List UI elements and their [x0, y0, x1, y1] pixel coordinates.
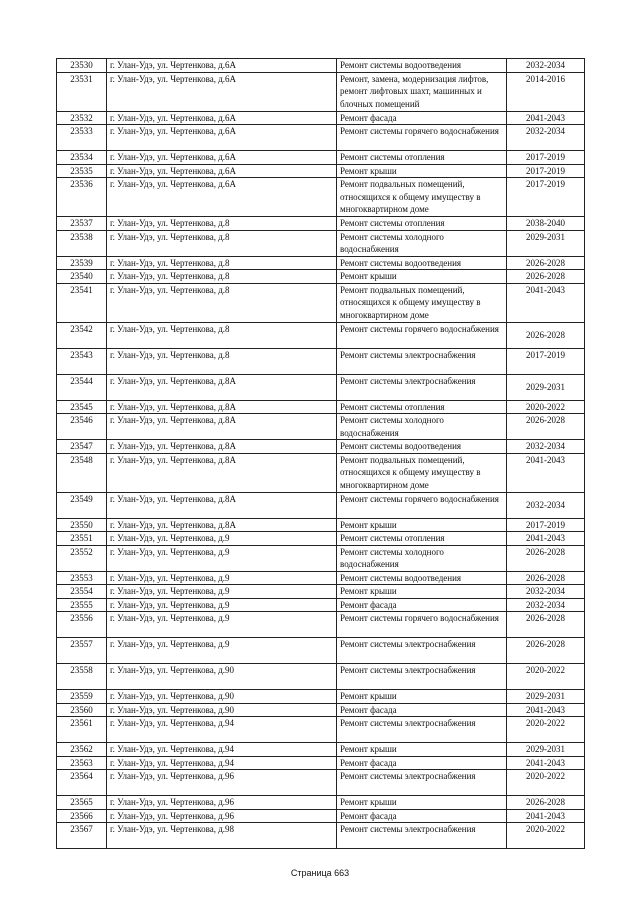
work-type-cell: Ремонт системы отопления: [337, 400, 507, 414]
address-cell: г. Улан-Удэ, ул. Чертенкова, д.8: [107, 348, 337, 374]
table-row: [57, 230, 585, 256]
table-row: [57, 664, 585, 690]
row-number-cell: 23550: [57, 518, 107, 532]
table-row: [57, 770, 585, 796]
table-row: [57, 322, 585, 348]
table-row: [57, 756, 585, 770]
period-cell: 2017-2019: [507, 178, 585, 217]
row-number-cell: 23562: [57, 743, 107, 757]
row-number-cell: 23547: [57, 440, 107, 454]
table-row: [57, 414, 585, 440]
address-cell: г. Улан-Удэ, ул. Чертенкова, д.90: [107, 690, 337, 704]
address-cell: г. Улан-Удэ, ул. Чертенкова, д.98: [107, 823, 337, 849]
work-type-cell: Ремонт системы электроснабжения: [337, 770, 507, 796]
row-number-cell: 23553: [57, 571, 107, 585]
table-row: [57, 717, 585, 743]
work-type-cell: Ремонт фасада: [337, 703, 507, 717]
address-cell: г. Улан-Удэ, ул. Чертенкова, д.8А: [107, 518, 337, 532]
row-number-cell: 23531: [57, 72, 107, 111]
row-number-cell: 23534: [57, 151, 107, 165]
period-cell: 2020-2022: [507, 664, 585, 690]
table-row: [57, 703, 585, 717]
row-number-cell: 23567: [57, 823, 107, 849]
table-row: [57, 518, 585, 532]
work-type-cell: Ремонт системы электроснабжения: [337, 717, 507, 743]
period-cell: 2026-2028: [507, 270, 585, 284]
period-cell: 2026-2028: [507, 256, 585, 270]
work-type-cell: Ремонт подвальных помещений, относящихся к общему имуществу в многоквартирном доме: [337, 453, 507, 492]
address-cell: г. Улан-Удэ, ул. Чертенкова, д.6А: [107, 151, 337, 165]
address-cell: г. Улан-Удэ, ул. Чертенкова, д.6А: [107, 111, 337, 125]
work-type-cell: Ремонт подвальных помещений, относящихся к общему имуществу в многоквартирном доме: [337, 178, 507, 217]
address-cell: г. Улан-Удэ, ул. Чертенкова, д.9: [107, 545, 337, 571]
work-type-cell: Ремонт системы холодного водоснабжения: [337, 545, 507, 571]
work-type-cell: Ремонт фасада: [337, 598, 507, 612]
period-cell: 2041-2043: [507, 283, 585, 322]
row-number-cell: 23537: [57, 217, 107, 231]
address-cell: г. Улан-Удэ, ул. Чертенкова, д.94: [107, 756, 337, 770]
address-cell: г. Улан-Удэ, ул. Чертенкова, д.8А: [107, 374, 337, 400]
row-number-cell: 23566: [57, 809, 107, 823]
period-cell: 2032-2034: [507, 598, 585, 612]
period-cell: 2020-2022: [507, 770, 585, 796]
row-number-cell: 23565: [57, 796, 107, 810]
table-row: [57, 571, 585, 585]
work-type-cell: Ремонт крыши: [337, 796, 507, 810]
address-cell: г. Улан-Удэ, ул. Чертенкова, д.9: [107, 585, 337, 599]
period-cell: 2041-2043: [507, 532, 585, 546]
work-type-cell: Ремонт системы горячего водоснабжения: [337, 612, 507, 638]
row-number-cell: 23549: [57, 492, 107, 518]
address-cell: г. Улан-Удэ, ул. Чертенкова, д.9: [107, 532, 337, 546]
address-cell: г. Улан-Удэ, ул. Чертенкова, д.6А: [107, 59, 337, 73]
period-cell: 2041-2043: [507, 756, 585, 770]
row-number-cell: 23544: [57, 374, 107, 400]
address-cell: г. Улан-Удэ, ул. Чертенкова, д.6А: [107, 125, 337, 151]
row-number-cell: 23539: [57, 256, 107, 270]
work-type-cell: Ремонт системы электроснабжения: [337, 823, 507, 849]
row-number-cell: 23551: [57, 532, 107, 546]
period-cell: 2029-2031: [507, 374, 585, 400]
address-cell: г. Улан-Удэ, ул. Чертенкова, д.8: [107, 322, 337, 348]
row-number-cell: 23530: [57, 59, 107, 73]
row-number-cell: 23564: [57, 770, 107, 796]
table-row: [57, 59, 585, 73]
work-type-cell: Ремонт системы горячего водоснабжения: [337, 125, 507, 151]
row-number-cell: 23538: [57, 230, 107, 256]
table-row: [57, 125, 585, 151]
address-cell: г. Улан-Удэ, ул. Чертенкова, д.96: [107, 809, 337, 823]
table-row: [57, 585, 585, 599]
row-number-cell: 23548: [57, 453, 107, 492]
row-number-cell: 23546: [57, 414, 107, 440]
address-cell: г. Улан-Удэ, ул. Чертенкова, д.6А: [107, 72, 337, 111]
table-row: [57, 532, 585, 546]
address-cell: г. Улан-Удэ, ул. Чертенкова, д.9: [107, 598, 337, 612]
work-type-cell: Ремонт фасада: [337, 111, 507, 125]
work-type-cell: Ремонт фасада: [337, 756, 507, 770]
row-number-cell: 23533: [57, 125, 107, 151]
row-number-cell: 23532: [57, 111, 107, 125]
table-row: [57, 690, 585, 704]
address-cell: г. Улан-Удэ, ул. Чертенкова, д.9: [107, 612, 337, 638]
work-type-cell: Ремонт системы электроснабжения: [337, 374, 507, 400]
period-cell: 2032-2034: [507, 492, 585, 518]
period-cell: 2026-2028: [507, 322, 585, 348]
work-type-cell: Ремонт крыши: [337, 518, 507, 532]
address-cell: г. Улан-Удэ, ул. Чертенкова, д.8: [107, 283, 337, 322]
row-number-cell: 23558: [57, 664, 107, 690]
table-row: [57, 400, 585, 414]
period-cell: 2026-2028: [507, 638, 585, 664]
table-row: [57, 612, 585, 638]
period-cell: 2029-2031: [507, 690, 585, 704]
table-row: [57, 217, 585, 231]
period-cell: 2041-2043: [507, 809, 585, 823]
work-type-cell: Ремонт системы электроснабжения: [337, 348, 507, 374]
table-row: [57, 164, 585, 178]
row-number-cell: 23540: [57, 270, 107, 284]
period-cell: 2014-2016: [507, 72, 585, 111]
work-type-cell: Ремонт системы водоотведения: [337, 59, 507, 73]
row-number-cell: 23536: [57, 178, 107, 217]
work-type-cell: Ремонт системы горячего водоснабжения: [337, 322, 507, 348]
period-cell: 2026-2028: [507, 414, 585, 440]
table-row: [57, 440, 585, 454]
table-row: [57, 492, 585, 518]
period-cell: 2026-2028: [507, 545, 585, 571]
row-number-cell: 23563: [57, 756, 107, 770]
table-row: [57, 453, 585, 492]
repair-schedule-table: [56, 58, 585, 849]
row-number-cell: 23554: [57, 585, 107, 599]
table-row: [57, 283, 585, 322]
period-cell: 2020-2022: [507, 823, 585, 849]
work-type-cell: Ремонт крыши: [337, 585, 507, 599]
table-row: [57, 598, 585, 612]
work-type-cell: Ремонт системы водоотведения: [337, 256, 507, 270]
work-type-cell: Ремонт системы водоотведения: [337, 440, 507, 454]
work-type-cell: Ремонт, замена, модернизация лифтов, ремонт лифтовых шахт, машинных и блочных помещений: [337, 72, 507, 111]
table-row: [57, 178, 585, 217]
address-cell: г. Улан-Удэ, ул. Чертенкова, д.9: [107, 571, 337, 585]
period-cell: 2029-2031: [507, 230, 585, 256]
row-number-cell: 23561: [57, 717, 107, 743]
address-cell: г. Улан-Удэ, ул. Чертенкова, д.8А: [107, 400, 337, 414]
address-cell: г. Улан-Удэ, ул. Чертенкова, д.8: [107, 256, 337, 270]
address-cell: г. Улан-Удэ, ул. Чертенкова, д.96: [107, 770, 337, 796]
row-number-cell: 23560: [57, 703, 107, 717]
address-cell: г. Улан-Удэ, ул. Чертенкова, д.9: [107, 638, 337, 664]
period-cell: 2032-2034: [507, 585, 585, 599]
address-cell: г. Улан-Удэ, ул. Чертенкова, д.8А: [107, 414, 337, 440]
row-number-cell: 23535: [57, 164, 107, 178]
period-cell: 2032-2034: [507, 125, 585, 151]
address-cell: г. Улан-Удэ, ул. Чертенкова, д.94: [107, 717, 337, 743]
page-number-footer: [0, 868, 640, 878]
address-cell: г. Улан-Удэ, ул. Чертенкова, д.8А: [107, 440, 337, 454]
work-type-cell: Ремонт системы водоотведения: [337, 571, 507, 585]
table-body: [57, 59, 585, 849]
period-cell: 2020-2022: [507, 717, 585, 743]
period-cell: 2041-2043: [507, 111, 585, 125]
table-row: [57, 270, 585, 284]
period-cell: 2017-2019: [507, 518, 585, 532]
work-type-cell: Ремонт крыши: [337, 690, 507, 704]
row-number-cell: 23555: [57, 598, 107, 612]
table-row: [57, 638, 585, 664]
work-type-cell: Ремонт крыши: [337, 164, 507, 178]
work-type-cell: Ремонт системы отопления: [337, 532, 507, 546]
work-type-cell: Ремонт системы холодного водоснабжения: [337, 414, 507, 440]
period-cell: 2029-2031: [507, 743, 585, 757]
address-cell: г. Улан-Удэ, ул. Чертенкова, д.6А: [107, 178, 337, 217]
work-type-cell: Ремонт крыши: [337, 270, 507, 284]
address-cell: г. Улан-Удэ, ул. Чертенкова, д.90: [107, 664, 337, 690]
row-number-cell: 23545: [57, 400, 107, 414]
work-type-cell: Ремонт фасада: [337, 809, 507, 823]
row-number-cell: 23552: [57, 545, 107, 571]
work-type-cell: Ремонт системы отопления: [337, 151, 507, 165]
work-type-cell: Ремонт системы горячего водоснабжения: [337, 492, 507, 518]
period-cell: 2032-2034: [507, 440, 585, 454]
period-cell: 2026-2028: [507, 796, 585, 810]
period-cell: 2026-2028: [507, 612, 585, 638]
table-row: [57, 151, 585, 165]
table-row: [57, 374, 585, 400]
row-number-cell: 23556: [57, 612, 107, 638]
period-cell: 2041-2043: [507, 453, 585, 492]
address-cell: г. Улан-Удэ, ул. Чертенкова, д.8А: [107, 453, 337, 492]
table-row: [57, 796, 585, 810]
period-cell: 2017-2019: [507, 348, 585, 374]
period-cell: 2038-2040: [507, 217, 585, 231]
address-cell: г. Улан-Удэ, ул. Чертенкова, д.8: [107, 230, 337, 256]
table-row: [57, 72, 585, 111]
page-number: Страница 663: [290, 868, 350, 878]
document-page: [56, 58, 584, 849]
row-number-cell: 23543: [57, 348, 107, 374]
period-cell: 2020-2022: [507, 400, 585, 414]
address-cell: г. Улан-Удэ, ул. Чертенкова, д.96: [107, 796, 337, 810]
table-row: [57, 545, 585, 571]
work-type-cell: Ремонт крыши: [337, 743, 507, 757]
work-type-cell: Ремонт системы отопления: [337, 217, 507, 231]
address-cell: г. Улан-Удэ, ул. Чертенкова, д.6А: [107, 164, 337, 178]
table-row: [57, 809, 585, 823]
work-type-cell: Ремонт подвальных помещений, относящихся к общему имуществу в многоквартирном доме: [337, 283, 507, 322]
address-cell: г. Улан-Удэ, ул. Чертенкова, д.94: [107, 743, 337, 757]
table-row: [57, 111, 585, 125]
table-row: [57, 823, 585, 849]
row-number-cell: 23557: [57, 638, 107, 664]
address-cell: г. Улан-Удэ, ул. Чертенкова, д.8А: [107, 492, 337, 518]
period-cell: 2032-2034: [507, 59, 585, 73]
row-number-cell: 23559: [57, 690, 107, 704]
table-row: [57, 256, 585, 270]
period-cell: 2026-2028: [507, 571, 585, 585]
work-type-cell: Ремонт системы холодного водоснабжения: [337, 230, 507, 256]
address-cell: г. Улан-Удэ, ул. Чертенкова, д.90: [107, 703, 337, 717]
period-cell: 2041-2043: [507, 703, 585, 717]
period-cell: 2017-2019: [507, 164, 585, 178]
address-cell: г. Улан-Удэ, ул. Чертенкова, д.8: [107, 217, 337, 231]
row-number-cell: 23542: [57, 322, 107, 348]
table-row: [57, 743, 585, 757]
work-type-cell: Ремонт системы электроснабжения: [337, 638, 507, 664]
address-cell: г. Улан-Удэ, ул. Чертенкова, д.8: [107, 270, 337, 284]
table-row: [57, 348, 585, 374]
work-type-cell: Ремонт системы электроснабжения: [337, 664, 507, 690]
row-number-cell: 23541: [57, 283, 107, 322]
period-cell: 2017-2019: [507, 151, 585, 165]
